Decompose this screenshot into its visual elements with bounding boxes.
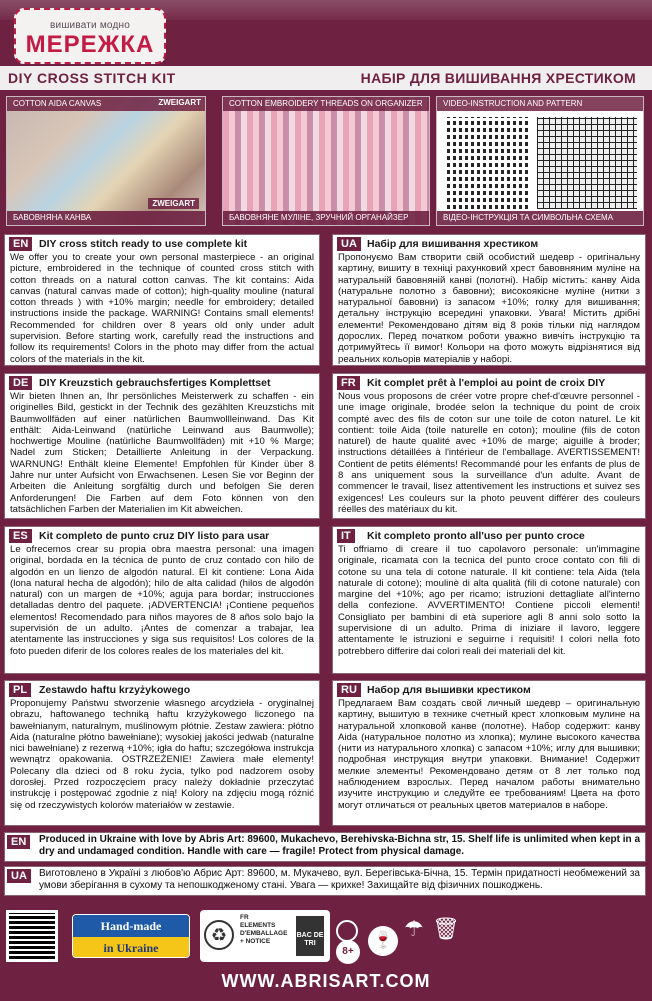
handmade-bottom: in Ukraine xyxy=(73,937,189,958)
lang-code: ES xyxy=(9,529,32,543)
panel-en xyxy=(4,234,320,366)
panel-it xyxy=(332,526,646,674)
panel-title: Zestawdo haftu krzyżykowego xyxy=(39,684,191,696)
qr-code-icon[interactable] xyxy=(447,117,529,209)
panel-title: Kit completo pronto all'uso per punto croce xyxy=(367,530,585,542)
panel-title: DIY cross stitch ready to use complete kit xyxy=(39,238,248,250)
panel-text: Wir bieten Ihnen an, Ihr persönliches Meisterwerk zu schaffen - ein originelles Bild, gestickt in der Technik des gezählten Kreuzstichs mit Baumwollfäden auf einer natürlichen Baumwollleinwand. Das Kit enthält: Aida-Leinwand (natürliche Leinwand aus Baumwolle); hochwertige Mouline (natürliche Baumwollfäden) mit +10 % Marge; Nadel zum Sticken; Detaillierte Anleitung in der Verpackung. WARNUNG! Enthält kleine Elemente! Empfohlen für Kinder über 8 Jahre nur unter Aufsicht von Erwachsenen. Lesen Sie vor Beginn der Arbeiten die Anleitung sorgfältig durch und befolgen Sie deren Anforderungen! Die Farben auf dem Foto können von den tatsächlichen Farben der Materialien im Kit abweichen. xyxy=(10,391,314,515)
umbrella-icon: ☂ xyxy=(404,916,424,941)
panel-title: Набір для вишивання хрестиком xyxy=(367,238,539,250)
age-8-plus-icon: 8+ xyxy=(336,940,360,964)
panel-text: Le ofrecemos crear su propia obra maestra personal: una imagen original, bordada en la técnica de punto de cruz contado con hilo de algodón en un lienzo de algodón natural. El kit contiene: Lona Aida (lona natural hecha de algodón); hilo de alta calidad (hilos de algodón natural) con un margen de +10%; aguja para bordar; instrucciones detalladas dentro del paquete. ¡ADVERTENCIA! ¡Contiene pequeños elementos! Recomendado para niños mayores de 8 años solo bajo la supervisión de un adulto. ¡Antes de comenzar a trabajar, lea atentamente las instrucciones y siga sus requisitos! Los colores de la foto pueden diferir de los colores reales de los materiales del kit. xyxy=(10,544,314,657)
panel-ru xyxy=(332,680,646,826)
triman-icon: ♻ xyxy=(204,920,234,950)
photo-caption-top: COTTON EMBROIDERY THREADS ON ORGANIZER xyxy=(223,97,429,111)
lang-code: PL xyxy=(9,683,31,697)
panel-title: Kit completo de punto cruz DIY listo para usar xyxy=(39,530,270,542)
lang-code: FR xyxy=(337,376,360,390)
photo-caption-top: COTTON AIDA CANVAS xyxy=(7,97,205,111)
zweigart-logo-bottom: ZWEIGART xyxy=(148,198,199,209)
lang-code: RU xyxy=(337,683,361,697)
lang-code: DE xyxy=(9,376,32,390)
lang-code: UA xyxy=(7,869,31,883)
triman-badge xyxy=(200,910,330,962)
panel-title: Набор для вышивки крестиком xyxy=(367,684,531,696)
photo-caption-top: VIDEO-INSTRUCTION AND PATTERN xyxy=(437,97,643,111)
panel-text: Proponujemy Państwu stworzenie własnego arcydzieła - oryginalnej obrazu, haftowanego techniką haftu krzyżykowego liczonego na bawełnianym, naturalnym, muślinowym płótnie. Zestaw zawiera: płótno Aida (naturalne płótno bawełniane); wysokiej jakości jedwab (naturalne nici bawełniane) z rezerwą +10%; igła do haftu; szczegółowa instrukcja wewnątrz opakowania. OSTRZEŻENIE! Zawiera małe elementy! Polecany dla dzieci od 8 roku życia, tylko pod nadzorem osoby dorosłej. Przed rozpoczęciem pracy należy dokładnie przeczytać instrukcję i postępować zgodnie z nią! Kolory na zdjęciu mogą różnić się od rzeczywistych kolorów materiałów w zestawie. xyxy=(10,698,314,811)
panel-es xyxy=(4,526,320,674)
bac-de-tri-icon: BAC DE TRI xyxy=(296,916,324,956)
footer-text: Produced in Ukraine with love by Abris Art: 89600, Mukachevo, Berehivska-Bichna str, 15. Shelf life is unlimited when kept in a dry and undamaged condition. Handle with care — fragile! Protect from physical damage. xyxy=(39,834,640,857)
lang-code: UA xyxy=(337,237,361,251)
lang-code: EN xyxy=(7,835,30,849)
panel-text: We offer you to create your own personal masterpiece - an original picture, embroidered in the technique of counted cross stitch with cotton threads on a natural cotton canvas. The kit contains: Aida canvas (natural canvas made of cotton); high-quality mouline (natural cotton threads ) with +10% margin; needle for embroidery; detailed instructions inside the package. WARNING! Contains small elements! Recommended for children over 8 years old only under adult supervision. Before starting work, carefully read the instructions and follow its requirements! Colors in the photo may differ from the actual colors of the materials in the kit. xyxy=(10,252,314,365)
handmade-top: Hand-made xyxy=(73,915,189,937)
recycle-icon xyxy=(336,920,358,942)
lang-code: IT xyxy=(337,529,355,543)
header xyxy=(0,0,652,66)
lang-code: EN xyxy=(9,237,32,251)
photo-pattern xyxy=(436,96,644,226)
title-ua: НАБІР ДЛЯ ВИШИВАННЯ ХРЕСТИКОМ xyxy=(360,70,636,86)
panel-title: DIY Kreuzstich gebrauchsfertiges Komplettset xyxy=(39,377,271,389)
panel-pl xyxy=(4,680,320,826)
photo-canvas xyxy=(6,96,206,226)
footer-text: Виготовлено в Україні з любов'ю Абрис Арт: 89600, м. Мукачево, вул. Берегівська-Бічна, 15. Термін придатності необмежений за умови зберігання в сухому та непошкодженому стані. Увага — крихке! Захищайте від фізичних пошкоджень. xyxy=(39,868,640,891)
panel-text: Ti offriamo di creare il tuo capolavoro personale: un'immagine originale, ricamata con la tecnica del punto croce contato con fili di cotone su una tela di cotone naturale. Il kit contiene: tela Aida (tela naturale di cotone); moulinè di alta qualità (fili di cotone naturale) con margine del +10%; ago per ricamo; istruzioni dettagliate all'interno della confezione. AVVERTIMENTO! Contiene piccoli elementi! Consigliato per bambini di età superiore agli 8 anni solo sotto la supervisione di un adulto. Prima di iniziare il lavoro, leggere attentamente le istruzioni e seguirne i requisiti! I colori nella foto potrebbero differire dai colori reali dei materiali del kit. xyxy=(338,544,640,657)
panel-fr xyxy=(332,373,646,519)
footer-ua xyxy=(4,866,646,896)
qr-code-icon[interactable] xyxy=(6,910,58,962)
panel-title: Kit complet prêt à l'emploi au point de croix DIY xyxy=(367,377,606,389)
fragile-glass-icon: 🍷 xyxy=(368,926,398,956)
photo-caption-bottom: ВІДЕО-ІНСТРУКЦІЯ ТА СИМВОЛЬНА СХЕМА xyxy=(437,211,643,225)
panel-ua xyxy=(332,234,646,366)
brand-logo xyxy=(14,8,166,64)
handmade-badge xyxy=(72,914,190,958)
panel-text: Nous vous proposons de créer votre propre chef-d'œuvre personnel - une image originale, brodée selon la technique du point de croix compté avec des fils de coton sur une toile de coton naturel. Le kit contient: toile Aida (toile naturelle en coton); mouline (fils de coton naturel) de haute qualité avec +10% de marge; aiguille à broder; instructions détaillées à l'intérieur de l'emballage. AVERTISSEMENT! Contient de petits éléments! Recommandé pour les enfants de plus de 8 ans uniquement sous la surveillance d'un adulte. Avant de commencer le travail, lisez attentivement les instructions et suivez ses exigences! Les couleurs sur la photo peuvent différer des couleurs réelles des matériaux du kit. xyxy=(338,391,640,515)
brand-tagline: вишивати модно xyxy=(50,20,130,31)
triman-label: FR ELEMENTS D'EMBALLAGE + NOTICE xyxy=(240,914,288,945)
photo-caption-bottom: БАВОВНЯНА КАНВА xyxy=(7,211,205,225)
photo-caption-bottom: БАВОВНЯНЕ МУЛІНЕ, ЗРУЧНИЙ ОРГАНАЙЗЕР xyxy=(223,211,429,225)
zweigart-logo: ZWEIGART xyxy=(158,98,201,107)
photo-threads xyxy=(222,96,430,226)
panel-text: Предлагаем Вам создать свой личный шедевр – оригинальную картину, вышитую в технике счетный крест хлопковым мулине на натуральной хлопковой канве (полотне). Набор содержит: канву Aida (натуральное полотно из хлопка); мулине высокого качества (нити из натурального хлопка) с запасом +10%; иглу для вышивки; подробная инструкция внутри упаковки. Внимание! Содержит мелкие элементы! Рекомендовано детям от 8 лет только под наблюдением взрослых. Перед началом работы внимательно изучите инструкцию и следуйте ее требованиям! Цвета на фото могут отличаться от реальных цветов материалов в наборе. xyxy=(338,698,640,811)
symbol-pattern xyxy=(537,117,637,209)
panel-de xyxy=(4,373,320,519)
footer-en xyxy=(4,832,646,862)
trash-bin-icon: 🗑 xyxy=(432,916,460,941)
brand-name: МЕРЕЖКА xyxy=(25,31,155,58)
panel-text: Пропонуємо Вам створити свій особистий шедевр - оригінальну картину, вишиту в техніці рахунковий хрест бавовняним муліне на натуральній бавовняній канві (полотні). Набір містить: канву Aida (натуральне полотно з бавовни); високоякісне муліне (нитки з натуральної бавовни) із запасом +10%; голку для вишивання; детальну інструкцію всередині упаковки. Увага! Містить дрібні елементи! Рекомендовано дітям від 8 років тільки під наглядом дорослих. Перед початком роботи уважно вивчіть інструкцію та дотримуйтесь її вимог! Кольори на фото можуть відрізнятися від реальних кольорів матеріалів у наборі. xyxy=(338,252,640,365)
title-en: DIY CROSS STITCH KIT xyxy=(8,70,176,86)
website-url[interactable]: WWW.ABRISART.COM xyxy=(0,966,652,1001)
